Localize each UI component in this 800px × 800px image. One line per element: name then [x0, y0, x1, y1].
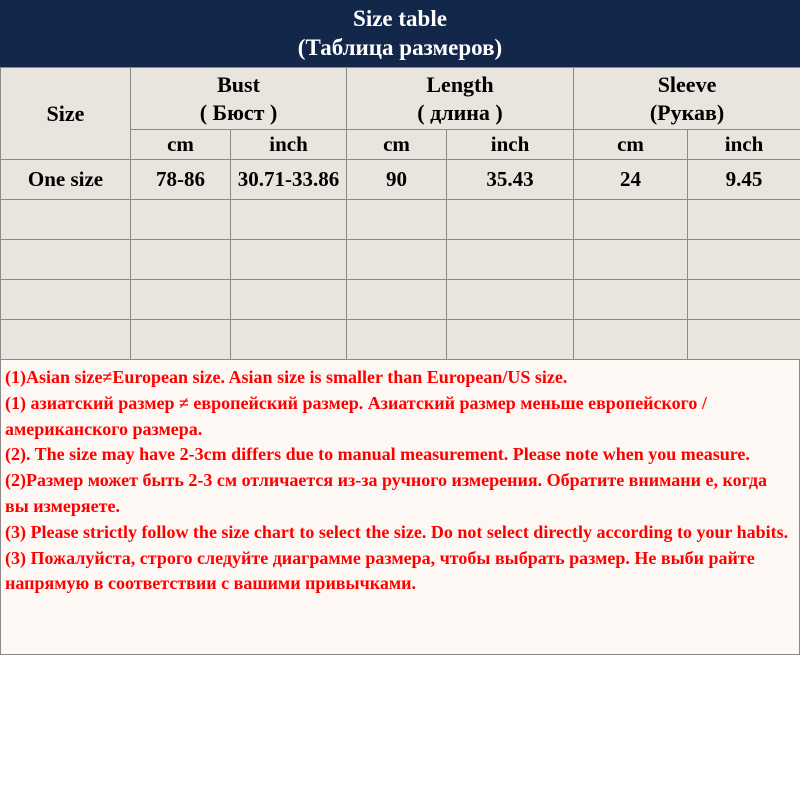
- empty-row: [1, 240, 800, 280]
- note-line: (3) Please strictly follow the size chart to select the size. Do not select directly according to your habits.: [5, 521, 789, 542]
- unit-header: inch: [688, 130, 800, 160]
- title-english: Size table: [353, 6, 447, 31]
- unit-header: cm: [347, 130, 447, 160]
- empty-cell: [688, 280, 800, 320]
- empty-cell: [347, 320, 447, 360]
- empty-cell: [231, 280, 347, 320]
- empty-cell: [574, 240, 688, 280]
- sleeve-label: Sleeve: [657, 71, 717, 97]
- sleeve-group-header: [574, 68, 800, 130]
- value-cell: 90: [347, 160, 447, 200]
- size-column-header: Size: [1, 68, 131, 160]
- value-cell: 9.45: [688, 160, 800, 200]
- empty-cell: [231, 240, 347, 280]
- note-line: (2)Размер может быть 2-3 см отличается из-за ручного измерения. Обратите внимани е, когда вы измеряете.: [5, 470, 768, 516]
- empty-cell: [1, 280, 131, 320]
- size-table: [0, 67, 800, 360]
- empty-cell: [231, 320, 347, 360]
- empty-cell: [447, 240, 574, 280]
- empty-cell: [131, 280, 231, 320]
- value-cell: 35.43: [447, 160, 574, 200]
- empty-cell: [347, 200, 447, 240]
- note-line: (2). The size may have 2-3cm differs due to manual measurement. Please note when you measure.: [5, 444, 750, 465]
- empty-cell: [1, 320, 131, 360]
- empty-row: [1, 320, 800, 360]
- group-header-row: [1, 68, 800, 130]
- empty-cell: [447, 200, 574, 240]
- unit-header: cm: [574, 130, 688, 160]
- size-table-header: [0, 0, 800, 67]
- note-line: (3) Пожалуйста, строго следуйте диаграмме размера, чтобы выбрать размер. Не выби райте напрямую в соответствии с вашими привычками.: [5, 547, 755, 594]
- size-cell: One size: [1, 160, 131, 200]
- empty-cell: [574, 280, 688, 320]
- value-cell: 24: [574, 160, 688, 200]
- empty-cell: [574, 320, 688, 360]
- empty-cell: [688, 200, 800, 240]
- empty-cell: [347, 240, 447, 280]
- empty-cell: [688, 320, 800, 360]
- bust-group-header: [131, 68, 347, 130]
- unit-header: cm: [131, 130, 231, 160]
- empty-cell: [131, 200, 231, 240]
- empty-cell: [574, 200, 688, 240]
- empty-cell: [1, 200, 131, 240]
- empty-cell: [231, 200, 347, 240]
- empty-cell: [1, 240, 131, 280]
- note-line: (1)Asian size≠European size. Asian size is smaller than European/US size.: [5, 367, 568, 387]
- empty-cell: [131, 240, 231, 280]
- empty-cell: [347, 280, 447, 320]
- length-group-header: [347, 68, 574, 130]
- empty-cell: [131, 320, 231, 360]
- bust-label-ru: ( Бюст ): [199, 99, 278, 125]
- sleeve-label-ru: (Рукав): [649, 99, 725, 125]
- value-cell: 78-86: [131, 160, 231, 200]
- bust-label: Bust: [217, 71, 260, 97]
- value-cell: 30.71-33.86: [231, 160, 347, 200]
- empty-cell: [688, 240, 800, 280]
- length-label: Length: [426, 71, 494, 97]
- note-line: (1) азиатский размер ≠ европейский размер. Азиатский размер меньше европейского / американского размера.: [5, 392, 707, 439]
- length-label-ru: ( длина ): [417, 99, 503, 125]
- empty-cell: [447, 280, 574, 320]
- size-notes: [0, 360, 800, 655]
- unit-header: inch: [231, 130, 347, 160]
- empty-row: [1, 280, 800, 320]
- empty-cell: [447, 320, 574, 360]
- title-russian: (Таблица размеров): [297, 35, 503, 60]
- table-row: [1, 160, 800, 200]
- empty-row: [1, 200, 800, 240]
- unit-header: inch: [447, 130, 574, 160]
